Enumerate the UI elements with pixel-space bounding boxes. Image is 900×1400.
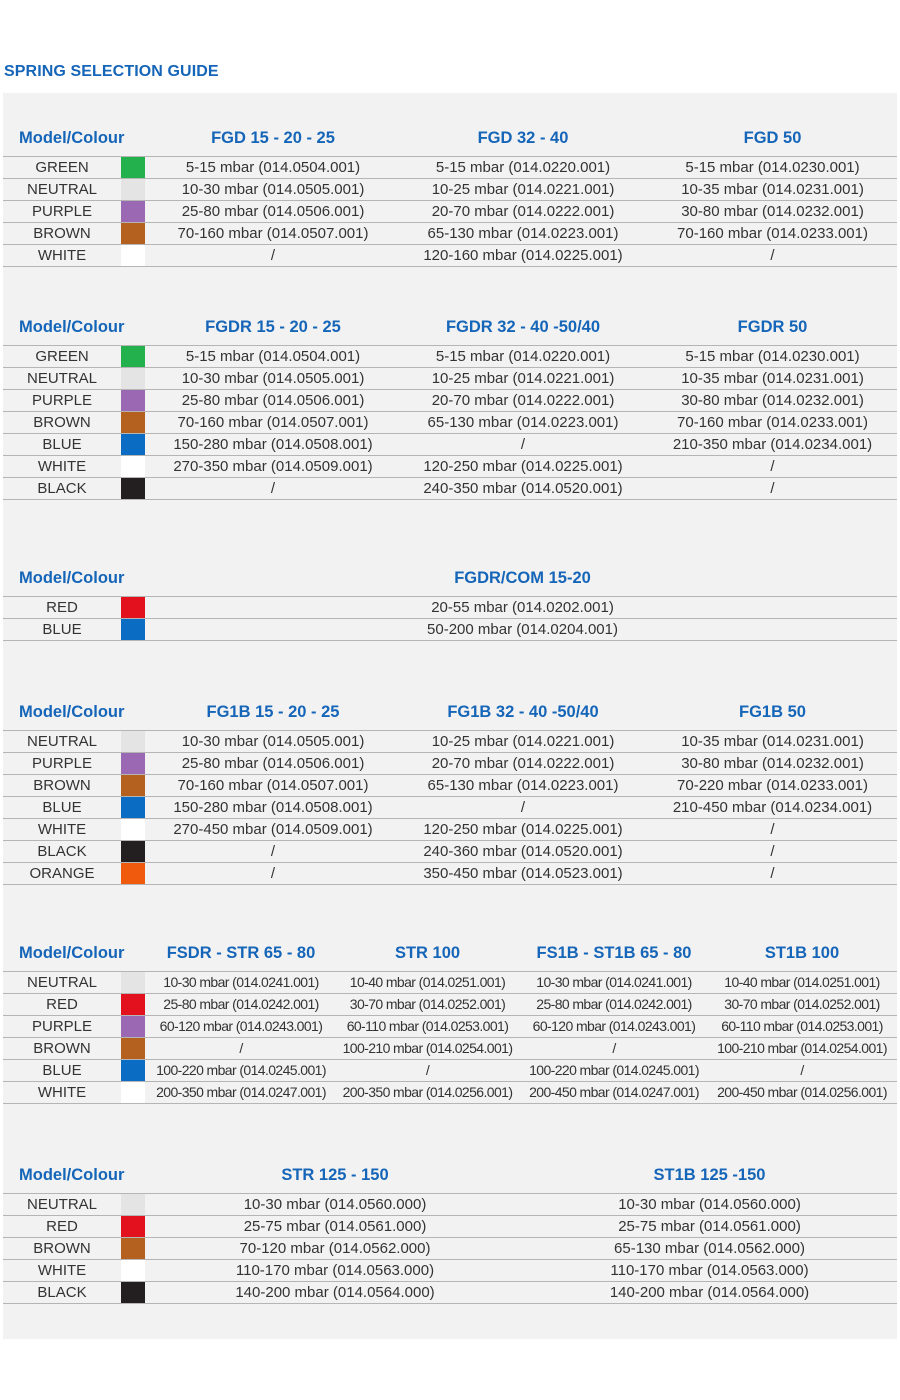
spring-range-cell: 25-80 mbar (014.0242.001) xyxy=(163,996,319,1012)
table-row xyxy=(3,863,897,885)
spring-range-cell: 70-160 mbar (014.0507.001) xyxy=(177,777,369,794)
spring-range-cell: 240-350 mbar (014.0520.001) xyxy=(423,480,623,497)
spring-range-cell: / xyxy=(520,799,526,816)
colour-swatch xyxy=(121,819,145,840)
colour-name: WHITE xyxy=(37,1262,87,1279)
spring-range-cell: 25-80 mbar (014.0506.001) xyxy=(181,203,365,220)
spring-range-cell: 210-350 mbar (014.0234.001) xyxy=(672,436,873,453)
spring-range-cell: 25-75 mbar (014.0561.000) xyxy=(618,1218,801,1235)
colour-name: PURPLE xyxy=(31,755,93,772)
spring-range-cell: 10-25 mbar (014.0221.001) xyxy=(431,370,615,387)
colour-name: NEUTRAL xyxy=(26,974,97,991)
colour-swatch xyxy=(121,223,145,244)
colour-swatch xyxy=(121,346,145,367)
spring-range-cell: 140-200 mbar (014.0564.000) xyxy=(235,1284,435,1301)
spring-range-cell: 150-280 mbar (014.0508.001) xyxy=(173,799,373,816)
spring-range-cell: 65-130 mbar (014.0223.001) xyxy=(427,225,619,242)
spring-range-cell: 20-70 mbar (014.0222.001) xyxy=(431,392,615,409)
colour-name: BLACK xyxy=(37,1284,87,1301)
spring-range-cell: 25-75 mbar (014.0561.000) xyxy=(243,1218,427,1235)
spring-range-cell: / xyxy=(425,1062,430,1078)
column-header: ST1B 100 xyxy=(764,944,840,962)
model-colour-header: Model/Colour xyxy=(19,318,125,336)
table-row xyxy=(3,1282,897,1304)
column-header: FG1B 32 - 40 -50/40 xyxy=(447,703,599,721)
spring-range-cell: 65-130 mbar (014.0223.001) xyxy=(427,414,619,431)
colour-name: BROWN xyxy=(33,225,91,242)
table-row xyxy=(3,368,897,390)
spring-range-cell: 10-40 mbar (014.0251.001) xyxy=(724,974,880,990)
column-header: STR 125 - 150 xyxy=(281,1166,389,1184)
colour-swatch xyxy=(121,434,145,455)
spring-range-cell: 270-350 mbar (014.0509.001) xyxy=(173,458,373,475)
colour-name: BROWN xyxy=(33,777,91,794)
spring-range-cell: 100-210 mbar (014.0254.001) xyxy=(342,1040,513,1056)
table-row xyxy=(3,994,897,1016)
table-header xyxy=(3,1164,897,1194)
spring-range-cell: 10-30 mbar (014.0560.000) xyxy=(618,1196,801,1213)
spring-range-cell: / xyxy=(800,1062,804,1078)
colour-swatch xyxy=(121,368,145,389)
colour-swatch xyxy=(121,456,145,477)
spring-range-cell: 70-160 mbar (014.0507.001) xyxy=(177,414,369,431)
colour-name: NEUTRAL xyxy=(26,370,97,387)
table-row xyxy=(3,390,897,412)
colour-swatch xyxy=(121,1082,145,1103)
colour-swatch xyxy=(121,412,145,433)
spring-range-cell: 5-15 mbar (014.0504.001) xyxy=(185,348,361,365)
colour-swatch xyxy=(121,619,145,640)
spring-table xyxy=(3,567,897,641)
colour-swatch xyxy=(121,390,145,411)
colour-swatch xyxy=(121,1194,145,1215)
colour-swatch xyxy=(121,1016,145,1037)
column-header: ST1B 125 -150 xyxy=(653,1166,766,1184)
colour-swatch xyxy=(121,797,145,818)
table-row xyxy=(3,797,897,819)
colour-swatch xyxy=(121,1260,145,1281)
colour-swatch xyxy=(121,753,145,774)
colour-name: GREEN xyxy=(35,159,89,176)
colour-name: PURPLE xyxy=(31,392,93,409)
spring-range-cell: 25-80 mbar (014.0506.001) xyxy=(181,755,365,772)
spring-range-cell: 120-250 mbar (014.0225.001) xyxy=(423,821,623,838)
spring-table xyxy=(3,701,897,885)
spring-range-cell: 10-30 mbar (014.0241.001) xyxy=(536,974,692,990)
spring-range-cell: 10-35 mbar (014.0231.001) xyxy=(681,733,864,750)
colour-name: BLUE xyxy=(42,799,82,816)
colour-swatch xyxy=(121,478,145,499)
table-row xyxy=(3,1038,897,1060)
spring-range-cell: 140-200 mbar (014.0564.000) xyxy=(609,1284,810,1301)
spring-guide-panel xyxy=(3,93,897,1339)
spring-range-cell: / xyxy=(270,843,276,860)
spring-range-cell: 100-220 mbar (014.0245.001) xyxy=(529,1062,699,1078)
colour-swatch xyxy=(121,1038,145,1059)
spring-range-cell: 10-30 mbar (014.0505.001) xyxy=(181,733,365,750)
colour-swatch xyxy=(121,179,145,200)
colour-name: WHITE xyxy=(37,458,87,475)
spring-range-cell: 5-15 mbar (014.0504.001) xyxy=(185,159,361,176)
table-row xyxy=(3,1082,897,1104)
table-row xyxy=(3,841,897,863)
table-row xyxy=(3,434,897,456)
colour-swatch xyxy=(121,1216,145,1237)
table-row xyxy=(3,597,897,619)
spring-range-cell: 100-210 mbar (014.0254.001) xyxy=(717,1040,887,1056)
spring-range-cell: 30-80 mbar (014.0232.001) xyxy=(681,203,864,220)
model-colour-header: Model/Colour xyxy=(19,569,125,587)
colour-swatch xyxy=(121,841,145,862)
colour-swatch xyxy=(121,1238,145,1259)
table-row xyxy=(3,972,897,994)
table-row xyxy=(3,1016,897,1038)
spring-range-cell: 200-450 mbar (014.0247.001) xyxy=(529,1084,699,1100)
spring-range-cell: / xyxy=(612,1040,616,1056)
spring-range-cell: 10-25 mbar (014.0221.001) xyxy=(431,733,615,750)
spring-range-cell: 70-220 mbar (014.0233.001) xyxy=(677,777,868,794)
spring-range-cell: 60-120 mbar (014.0243.001) xyxy=(532,1018,696,1034)
spring-table xyxy=(3,127,897,267)
table-row xyxy=(3,245,897,267)
spring-range-cell: 70-160 mbar (014.0233.001) xyxy=(677,414,868,431)
colour-swatch xyxy=(121,245,145,266)
colour-name: BLACK xyxy=(37,480,87,497)
table-header xyxy=(3,567,897,597)
colour-swatch xyxy=(121,1060,145,1081)
spring-range-cell: 240-360 mbar (014.0520.001) xyxy=(423,843,623,860)
page-title: SPRING SELECTION GUIDE xyxy=(4,63,219,80)
spring-range-cell: 25-80 mbar (014.0242.001) xyxy=(536,996,692,1012)
spring-range-cell: 5-15 mbar (014.0230.001) xyxy=(685,348,860,365)
column-header: FGD 32 - 40 xyxy=(477,129,569,147)
spring-range-cell: 200-450 mbar (014.0256.001) xyxy=(717,1084,887,1100)
column-header: FGD 15 - 20 - 25 xyxy=(211,129,335,147)
spring-range-cell: 50-200 mbar (014.0204.001) xyxy=(427,621,618,638)
column-header: FGDR/COM 15-20 xyxy=(454,569,591,587)
column-header: FS1B - ST1B 65 - 80 xyxy=(536,944,692,962)
spring-range-cell: / xyxy=(770,247,775,264)
colour-name: RED xyxy=(46,996,78,1013)
colour-name: PURPLE xyxy=(31,1018,93,1035)
spring-range-cell: 120-160 mbar (014.0225.001) xyxy=(423,247,623,264)
colour-name: NEUTRAL xyxy=(26,1196,97,1213)
spring-range-cell: / xyxy=(770,821,775,838)
table-row xyxy=(3,201,897,223)
table-header xyxy=(3,127,897,157)
spring-range-cell: / xyxy=(270,480,276,497)
table-row xyxy=(3,1060,897,1082)
colour-name: BROWN xyxy=(33,1240,91,1257)
spring-range-cell: 200-350 mbar (014.0247.001) xyxy=(156,1084,326,1100)
table-row xyxy=(3,456,897,478)
spring-range-cell: 60-110 mbar (014.0253.001) xyxy=(721,1018,883,1034)
colour-name: GREEN xyxy=(35,348,89,365)
spring-range-cell: 100-220 mbar (014.0245.001) xyxy=(156,1062,326,1078)
table-row xyxy=(3,1260,897,1282)
spring-range-cell: 30-80 mbar (014.0232.001) xyxy=(681,755,864,772)
spring-range-cell: / xyxy=(270,247,276,264)
colour-name: RED xyxy=(46,599,78,616)
table-row xyxy=(3,819,897,841)
spring-range-cell: / xyxy=(770,843,775,860)
spring-range-cell: / xyxy=(270,865,276,882)
table-row xyxy=(3,179,897,201)
table-row xyxy=(3,1216,897,1238)
spring-range-cell: 20-70 mbar (014.0222.001) xyxy=(431,755,615,772)
colour-swatch xyxy=(121,157,145,178)
colour-name: WHITE xyxy=(37,247,87,264)
spring-range-cell: 10-30 mbar (014.0505.001) xyxy=(181,370,365,387)
spring-range-cell: 60-120 mbar (014.0243.001) xyxy=(159,1018,323,1034)
colour-name: ORANGE xyxy=(29,865,95,882)
table-header xyxy=(3,942,897,972)
spring-range-cell: 30-70 mbar (014.0252.001) xyxy=(349,996,506,1012)
colour-name: BROWN xyxy=(33,414,91,431)
colour-name: NEUTRAL xyxy=(26,733,97,750)
column-header: FGDR 15 - 20 - 25 xyxy=(205,318,341,336)
table-header xyxy=(3,701,897,731)
spring-range-cell: 5-15 mbar (014.0220.001) xyxy=(435,348,611,365)
model-colour-header: Model/Colour xyxy=(19,129,125,147)
colour-name: NEUTRAL xyxy=(26,181,97,198)
spring-range-cell: 60-110 mbar (014.0253.001) xyxy=(346,1018,509,1034)
column-header: STR 100 xyxy=(394,944,461,962)
spring-range-cell: 30-70 mbar (014.0252.001) xyxy=(724,996,880,1012)
colour-name: BROWN xyxy=(33,1040,91,1057)
spring-range-cell: 65-130 mbar (014.0562.000) xyxy=(614,1240,805,1257)
spring-range-cell: 10-30 mbar (014.0241.001) xyxy=(163,974,319,990)
table-row xyxy=(3,1194,897,1216)
table-row xyxy=(3,223,897,245)
spring-range-cell: 65-130 mbar (014.0223.001) xyxy=(427,777,619,794)
model-colour-header: Model/Colour xyxy=(19,1166,125,1184)
colour-swatch xyxy=(121,1282,145,1303)
table-row xyxy=(3,157,897,179)
spring-range-cell: 10-25 mbar (014.0221.001) xyxy=(431,181,615,198)
spring-range-cell: 5-15 mbar (014.0220.001) xyxy=(435,159,611,176)
spring-range-cell: 150-280 mbar (014.0508.001) xyxy=(173,436,373,453)
colour-name: PURPLE xyxy=(31,203,93,220)
column-header: FGDR 32 - 40 -50/40 xyxy=(445,318,601,336)
spring-range-cell: 10-30 mbar (014.0505.001) xyxy=(181,181,365,198)
table-header xyxy=(3,316,897,346)
colour-swatch xyxy=(121,994,145,1015)
table-row xyxy=(3,753,897,775)
colour-name: WHITE xyxy=(37,821,87,838)
spring-range-cell: 25-80 mbar (014.0506.001) xyxy=(181,392,365,409)
spring-table xyxy=(3,1164,897,1304)
model-colour-header: Model/Colour xyxy=(19,944,125,962)
spring-range-cell: 200-350 mbar (014.0256.001) xyxy=(342,1084,513,1100)
table-row xyxy=(3,619,897,641)
column-header: FSDR - STR 65 - 80 xyxy=(166,944,316,962)
spring-range-cell: 20-70 mbar (014.0222.001) xyxy=(431,203,615,220)
colour-swatch xyxy=(121,201,145,222)
spring-range-cell: 110-170 mbar (014.0563.000) xyxy=(610,1262,809,1279)
table-row xyxy=(3,1238,897,1260)
table-row xyxy=(3,412,897,434)
column-header: FGDR 50 xyxy=(737,318,808,336)
colour-name: WHITE xyxy=(37,1084,87,1101)
spring-range-cell: 70-160 mbar (014.0233.001) xyxy=(677,225,868,242)
spring-range-cell: / xyxy=(770,865,775,882)
spring-table xyxy=(3,942,897,1104)
column-header: FG1B 50 xyxy=(739,703,806,721)
spring-range-cell: / xyxy=(770,458,775,475)
table-row xyxy=(3,775,897,797)
column-header: FGD 50 xyxy=(743,129,802,147)
spring-range-cell: 210-450 mbar (014.0234.001) xyxy=(672,799,873,816)
spring-range-cell: 350-450 mbar (014.0523.001) xyxy=(423,865,623,882)
table-row xyxy=(3,478,897,500)
spring-range-cell: / xyxy=(239,1040,243,1056)
colour-name: BLACK xyxy=(37,843,87,860)
colour-swatch xyxy=(121,731,145,752)
model-colour-header: Model/Colour xyxy=(19,703,125,721)
spring-range-cell: 70-160 mbar (014.0507.001) xyxy=(177,225,369,242)
spring-range-cell: / xyxy=(770,480,775,497)
table-row xyxy=(3,346,897,368)
spring-range-cell: 70-120 mbar (014.0562.000) xyxy=(239,1240,431,1257)
colour-swatch xyxy=(121,972,145,993)
colour-swatch xyxy=(121,863,145,884)
colour-name: RED xyxy=(46,1218,78,1235)
spring-range-cell: 10-40 mbar (014.0251.001) xyxy=(349,974,506,990)
colour-name: BLUE xyxy=(42,621,82,638)
spring-range-cell: 270-450 mbar (014.0509.001) xyxy=(173,821,373,838)
spring-range-cell: / xyxy=(520,436,526,453)
spring-range-cell: 10-35 mbar (014.0231.001) xyxy=(681,181,864,198)
colour-swatch xyxy=(121,597,145,618)
colour-name: BLUE xyxy=(42,1062,82,1079)
spring-range-cell: 30-80 mbar (014.0232.001) xyxy=(681,392,864,409)
table-row xyxy=(3,731,897,753)
spring-range-cell: 110-170 mbar (014.0563.000) xyxy=(235,1262,435,1279)
spring-range-cell: 5-15 mbar (014.0230.001) xyxy=(685,159,860,176)
spring-table xyxy=(3,316,897,500)
colour-swatch xyxy=(121,775,145,796)
spring-range-cell: 120-250 mbar (014.0225.001) xyxy=(423,458,623,475)
spring-range-cell: 10-30 mbar (014.0560.000) xyxy=(243,1196,427,1213)
spring-range-cell: 20-55 mbar (014.0202.001) xyxy=(431,599,614,616)
colour-name: BLUE xyxy=(42,436,82,453)
column-header: FG1B 15 - 20 - 25 xyxy=(206,703,340,721)
spring-range-cell: 10-35 mbar (014.0231.001) xyxy=(681,370,864,387)
